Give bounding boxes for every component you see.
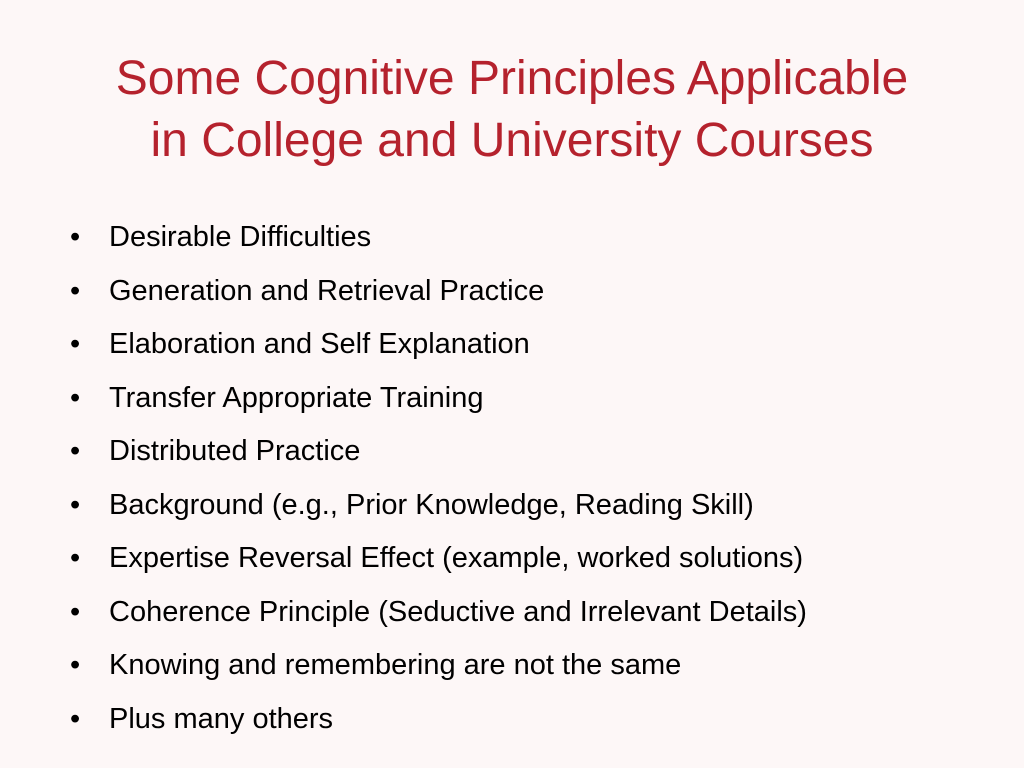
bullet-item (70, 211, 1000, 265)
bullet-text: Elaboration and Self Explanation (109, 328, 530, 360)
bullet-item (70, 479, 1000, 533)
bullet-text: Expertise Reversal Effect (example, worked solutions) (109, 542, 804, 574)
slide-title-line-2: in College and University Courses (150, 114, 874, 167)
bullet-text: Background (e.g., Prior Knowledge, Reading Skill) (109, 488, 754, 521)
bullet-icon: • (70, 595, 81, 628)
bullet-item (70, 425, 1000, 479)
bullet-icon: • (70, 381, 81, 414)
bullet-icon: • (70, 435, 81, 467)
bullet-item (70, 318, 1000, 372)
bullet-item (70, 265, 1000, 319)
bullet-icon: • (70, 702, 81, 735)
bullet-icon: • (70, 328, 81, 360)
bullet-icon: • (70, 649, 81, 681)
bullet-item (70, 372, 1000, 426)
bullet-text: Generation and Retrieval Practice (109, 274, 545, 307)
bullet-icon: • (70, 221, 81, 253)
bullet-text: Distributed Practice (109, 435, 361, 467)
bullet-item (70, 532, 1000, 586)
slide-title (20, 48, 1004, 172)
bullet-text: Desirable Difficulties (109, 221, 372, 253)
bullet-icon: • (70, 274, 81, 307)
bullet-text: Knowing and remembering are not the same (109, 649, 682, 681)
bullet-text: Plus many others (109, 702, 334, 735)
bullet-list (70, 211, 1000, 746)
bullet-item (70, 639, 1000, 693)
bullet-item (70, 693, 1000, 747)
bullet-icon: • (70, 542, 81, 574)
bullet-text: Coherence Principle (Seductive and Irrelevant Details) (109, 595, 807, 628)
bullet-item (70, 586, 1000, 640)
bullet-icon: • (70, 488, 81, 521)
slide-title-line-1: Some Cognitive Principles Applicable (115, 52, 909, 105)
bullet-text: Transfer Appropriate Training (109, 381, 484, 414)
